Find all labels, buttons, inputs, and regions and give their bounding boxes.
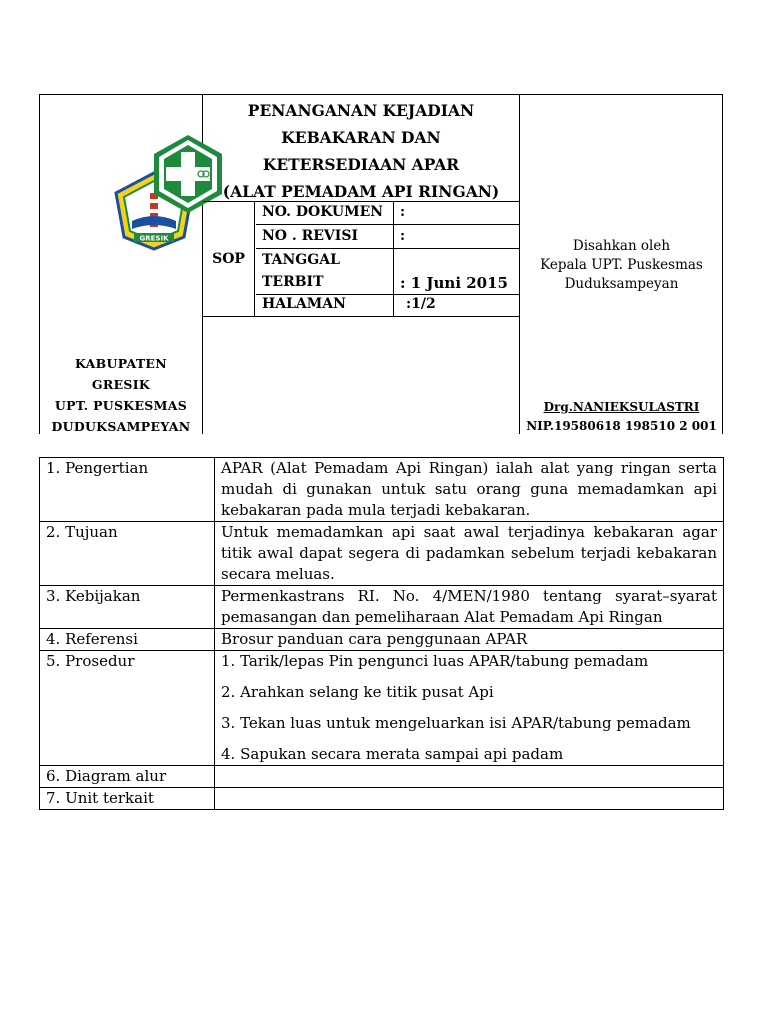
sop-key: HALAMAN — [262, 296, 346, 312]
org-line: UPT. PUSKESMAS — [54, 398, 188, 413]
sop-content-table — [39, 457, 724, 810]
procedure-steps — [221, 651, 717, 765]
title-line: KEBAKARAN DAN — [281, 128, 441, 147]
section-label: 2. Tujuan — [40, 522, 215, 586]
section-label: 4. Referensi — [40, 629, 215, 651]
procedure-step: 2. Arahkan selang ke titik pusat Api — [221, 683, 494, 701]
section-text — [215, 766, 724, 788]
title-column — [203, 95, 519, 434]
approval-column — [520, 95, 723, 434]
table-row — [40, 522, 724, 586]
sop-label: SOP — [203, 202, 255, 316]
approval-line: Disahkan oleh — [572, 238, 671, 254]
section-label: 1. Pengertian — [40, 458, 215, 522]
table-row — [40, 651, 724, 766]
sop-row-revision — [256, 225, 519, 249]
section-text: Untuk memadamkan api saat awal terjadinya kebakaran agar titik awal dapat segera di padamkan sebelum terjadi kebakaran secara meluas. — [215, 522, 724, 586]
procedure-cell — [215, 651, 724, 766]
signer-name: Drg.NANIEKSULASTRI — [543, 400, 700, 414]
sop-info-table — [203, 201, 519, 317]
table-row — [40, 788, 724, 810]
title-line: (ALAT PEMADAM API RINGAN) — [222, 182, 500, 201]
signer-nip: NIP.19580618 198510 2 001 — [526, 419, 717, 433]
approval-text — [520, 237, 723, 294]
sop-key: NO. DOKUMEN — [262, 204, 384, 220]
org-line: GRESIK — [91, 377, 151, 392]
document-header — [39, 94, 723, 434]
org-column — [40, 95, 202, 434]
sop-row-page — [256, 295, 519, 316]
table-row — [40, 766, 724, 788]
sop-value: : — [400, 204, 406, 220]
section-label: 6. Diagram alur — [40, 766, 215, 788]
title-line: KETERSEDIAAN APAR — [262, 155, 460, 174]
logo-text: GRESIK — [139, 234, 169, 243]
table-row — [40, 458, 724, 522]
sop-key: TERBIT — [262, 274, 324, 290]
approval-line: Kepala UPT. Puskesmas — [540, 257, 703, 273]
section-label: 7. Unit terkait — [40, 788, 215, 810]
sop-row-document-number — [256, 202, 519, 225]
table-row — [40, 629, 724, 651]
document-title — [203, 97, 519, 205]
sop-value: : — [400, 228, 406, 244]
sop-key: NO . REVISI — [262, 228, 358, 244]
procedure-step: 3. Tekan luas untuk mengeluarkan isi APAR/tabung pemadam — [221, 714, 691, 732]
procedure-step: 4. Sapukan secara merata sampai api padam — [221, 745, 564, 763]
sop-key: TANGGAL — [262, 252, 340, 268]
section-label: 3. Kebijakan — [40, 586, 215, 629]
sop-value: :1/2 — [406, 296, 436, 312]
section-text: APAR (Alat Pemadam Api Ringan) ialah alat yang ringan serta mudah di gunakan untuk satu orang guna memadamkan api kebakaran pada mula terjadi kebakaran. — [215, 458, 724, 522]
organization-name — [40, 353, 202, 437]
title-line: PENANGANAN KEJADIAN — [247, 101, 475, 120]
section-label: 5. Prosedur — [40, 651, 215, 766]
approval-line: Duduksampeyan — [564, 276, 679, 292]
section-text: Permenkastrans RI. No. 4/MEN/1980 tentang syarat–syarat pemasangan dan pemeliharaan Alat Pemadam Api Ringan — [215, 586, 724, 629]
section-text: Brosur panduan cara penggunaan APAR — [215, 629, 724, 651]
sop-value: : 1 Juni 2015 — [400, 274, 508, 292]
org-line: KABUPATEN — [75, 356, 167, 371]
org-line: DUDUKSAMPEYAN — [51, 419, 191, 434]
table-row — [40, 586, 724, 629]
procedure-step: 1. Tarik/lepas Pin pengunci luas APAR/tabung pemadam — [221, 652, 649, 670]
section-text — [215, 788, 724, 810]
sop-row-issue-date — [256, 249, 519, 295]
